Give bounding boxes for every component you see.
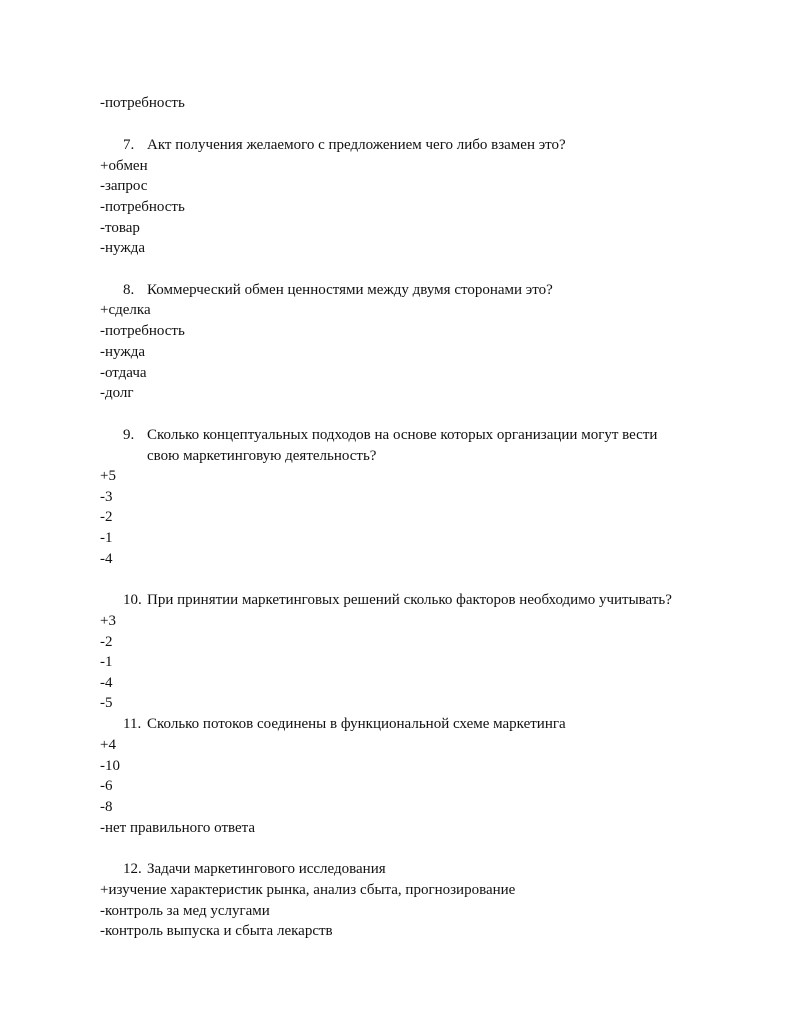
question-text: Сколько потоков соединены в функциональной схеме маркетинга: [147, 716, 566, 732]
question-text: Задачи маркетингового исследования: [147, 861, 386, 877]
answer-option: +5: [100, 468, 116, 484]
answer-option: -товар: [100, 220, 140, 236]
question-number: 8.: [123, 282, 135, 298]
question-text: Сколько концептуальных подходов на основе которых организации могут вести: [147, 427, 658, 443]
answer-option: -потребность: [100, 95, 185, 111]
question-number: 9.: [123, 427, 135, 443]
answer-option: -1: [100, 530, 113, 546]
answer-option: +сделка: [100, 302, 151, 318]
question-number: 10.: [123, 592, 142, 608]
answer-option: -8: [100, 799, 113, 815]
question-text-continuation: свою маркетинговую деятельность?: [147, 448, 377, 464]
question-text: При принятии маркетинговых решений сколько факторов необходимо учитывать?: [147, 592, 672, 608]
question-text: Коммерческий обмен ценностями между двумя сторонами это?: [147, 282, 553, 298]
answer-option: -нет правильного ответа: [100, 820, 256, 836]
answer-option: -потребность: [100, 323, 185, 339]
answer-option: -3: [100, 489, 113, 505]
answer-option: +изучение характеристик рынка, анализ сбыта, прогнозирование: [100, 882, 516, 898]
answer-option: +4: [100, 737, 116, 753]
answer-option: +обмен: [100, 158, 148, 174]
answer-option: -контроль за мед услугами: [100, 903, 270, 919]
answer-option: -отдача: [100, 365, 147, 381]
answer-option: -10: [100, 758, 120, 774]
answer-option: -5: [100, 695, 113, 711]
answer-option: -2: [100, 634, 113, 650]
answer-option: -нужда: [100, 344, 145, 360]
answer-option: -потребность: [100, 199, 185, 215]
answer-option: +3: [100, 613, 116, 629]
answer-option: -4: [100, 675, 113, 691]
answer-option: -нужда: [100, 240, 145, 256]
question-number: 12.: [123, 861, 142, 877]
answer-option: -6: [100, 778, 113, 794]
answer-option: -запрос: [100, 178, 148, 194]
answer-option: -1: [100, 654, 113, 670]
answer-option: -контроль выпуска и сбыта лекарств: [100, 923, 333, 939]
answer-option: -долг: [100, 385, 134, 401]
question-number: 7.: [123, 137, 135, 153]
answer-option: -4: [100, 551, 113, 567]
question-text: Акт получения желаемого с предложением чего либо взамен это?: [147, 137, 566, 153]
answer-option: -2: [100, 509, 113, 525]
question-number: 11.: [123, 716, 142, 732]
